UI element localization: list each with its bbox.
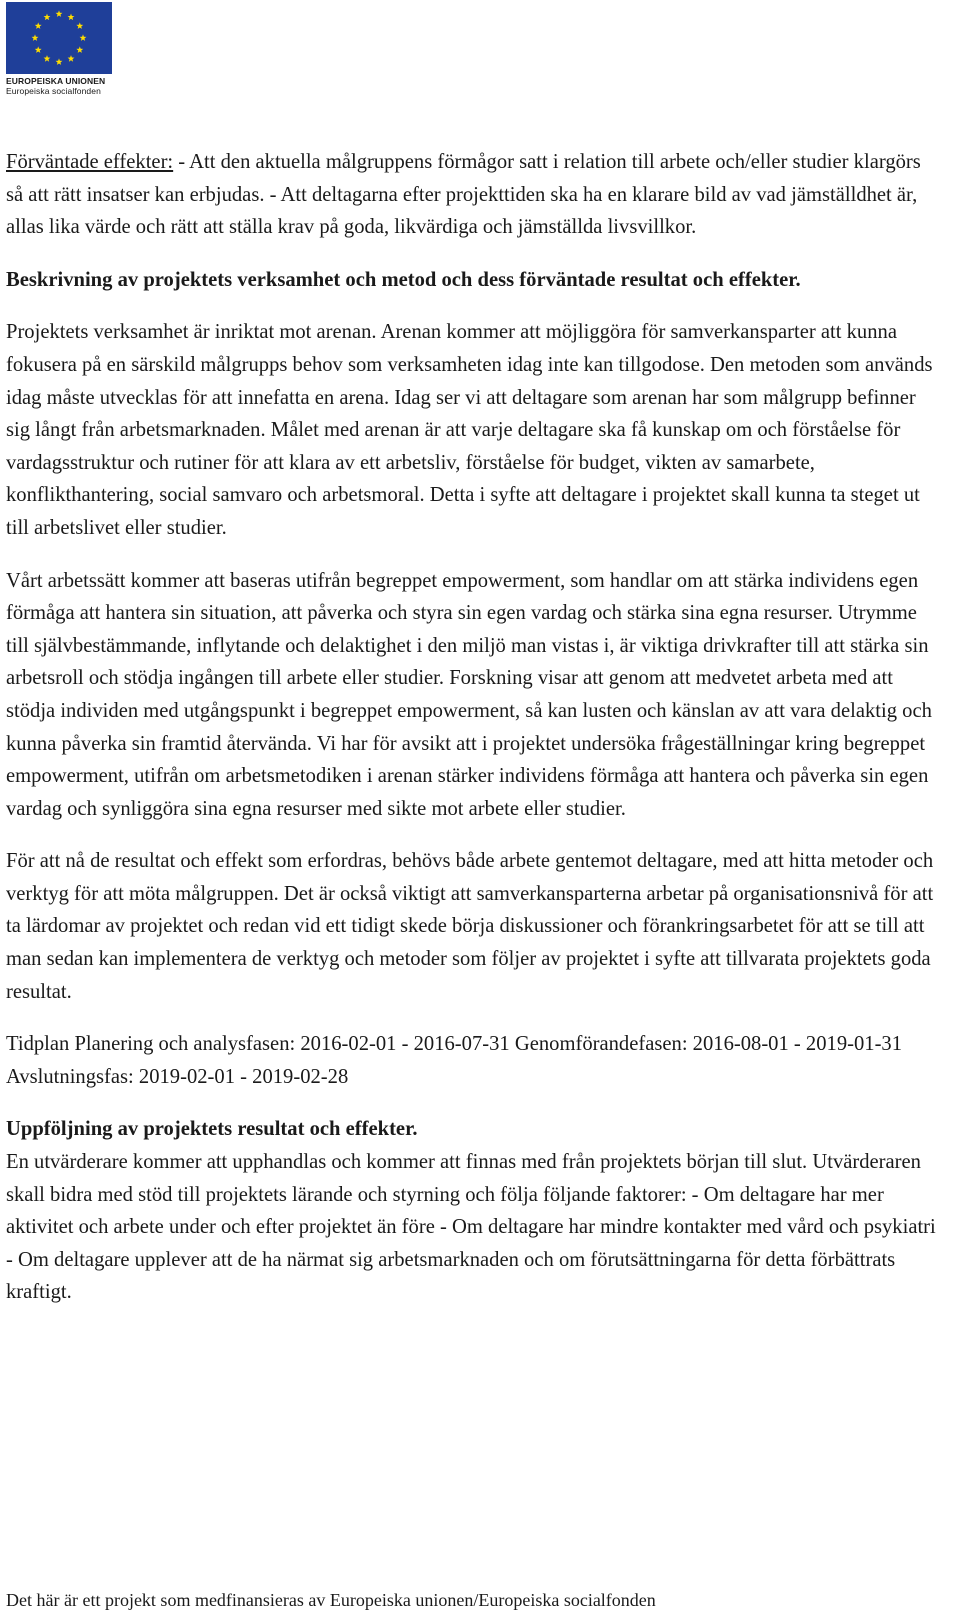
expected-effects-label: Förväntade effekter: bbox=[6, 151, 174, 173]
eu-logo bbox=[6, 2, 114, 96]
description-paragraph: För att nå de resultat och effekt som erfordras, behövs både arbete gentemot deltagare, med att hitta metoder och verktyg för att möta målgruppen. Det är också viktigt att samverkansparterna arbetar på organisationsnivå för att ta lärdomar av projektet och redan vid ett tidigt skede börja diskussioner och förankringsarbetet för att se till att man sedan kan implementera de verktyg och metoder som följer av projektet i syfte att tillvarata projektets goda resultat. bbox=[6, 850, 934, 1003]
logo-line-eu: EUROPEISKA UNIONEN bbox=[6, 76, 106, 86]
description-paragraph: Vårt arbetssätt kommer att baseras utifrån begreppet empowerment, som handlar om att stärka individens egen förmåga att hantera sin situation, att påverka och styra sin egen vardag och stärka sina egna resurser. Utrymme till självbestämmande, inflytande och delaktighet i den miljö man vistas i, är viktiga drivkrafter till att stärka sin arbetsroll och stödja ingången till arbete eller studier. Forskning visar att genom att medvetet arbeta med att stödja individen med utgångspunkt i begreppet empowerment, så kan lusten och känslan av att vara delaktig och kunna påverka sin framtid återvända. Vi har för avsikt att i projektet undersöka frågeställningar kring begreppet empowerment, utifrån om arbetsmetodiken i arenan stärker individens förmåga att hantera och påverka sin egen vardag och synliggöra sina egna resurser med sikte mot arbete eller studier. bbox=[6, 569, 932, 820]
logo-caption bbox=[6, 76, 114, 96]
document-body bbox=[6, 146, 936, 1309]
description-paragraph: Projektets verksamhet är inriktat mot arenan. Arenan kommer att möjliggöra för samverkansparter att kunna fokusera på en särskild målgrupps behov som verksamheten idag inte kan tillgodose. Den metoden som används idag måste utvecklas för att innefatta en arena. Idag ser vi att deltagare som arenan har som målgrupp befinner sig långt från arbetsmarknaden. Målet med arenan är att varje deltagare ska få kunskap om och förståelse för vardagsstruktur och rutiner för att klara av ett arbetsliv, förståelse för budget, vikten av samarbete, konflikthantering, social samvaro och arbetsmoral. Detta i syfte att deltagare i projektet skall kunna ta steget ut till arbetslivet eller studier. bbox=[6, 321, 933, 539]
expected-effects-paragraph bbox=[6, 146, 936, 244]
logo-line-esf: Europeiska socialfonden bbox=[6, 86, 101, 96]
expected-effects-text: - Att den aktuella målgruppens förmågor satt i relation till arbete och/eller studier klargörs så att rätt insatser kan erbjudas. - Att deltagarna efter projekttiden ska ha en klarare bild av vad jämställdhet är, allas lika värde och rätt att ställa krav på goda, likvärdiga och jämställda livsvillkor. bbox=[6, 151, 921, 239]
followup-paragraph: En utvärderare kommer att upphandlas och kommer att finnas med från projektets början till slut. Utvärderaren skall bidra med stöd till projektets lärande och styrning och följa följande faktorer: - Om deltagare har mer aktivitet och arbete under och efter projektet än före - Om deltagare har mindre kontakter med vård och psykiatri - Om deltagare upplever att de ha närmat sig arbetsmarknaden och om förutsättningarna för detta förbättrats kraftigt. bbox=[6, 1151, 936, 1304]
footer-note: Det här är ett projekt som medfinansieras av Europeiska unionen/Europeiska socialfonden bbox=[6, 1590, 656, 1610]
followup-heading: Uppföljning av projektets resultat och effekter. bbox=[6, 1118, 418, 1141]
timeline-paragraph: Tidplan Planering och analysfasen: 2016-02-01 - 2016-07-31 Genomförandefasen: 2016-08-01 - 2019-01-31 Avslutningsfas: 2019-02-01 - 2019-02-28 bbox=[6, 1033, 903, 1088]
eu-flag-icon bbox=[6, 2, 112, 74]
description-heading: Beskrivning av projektets verksamhet och metod och dess förväntade resultat och effekter. bbox=[6, 268, 801, 291]
